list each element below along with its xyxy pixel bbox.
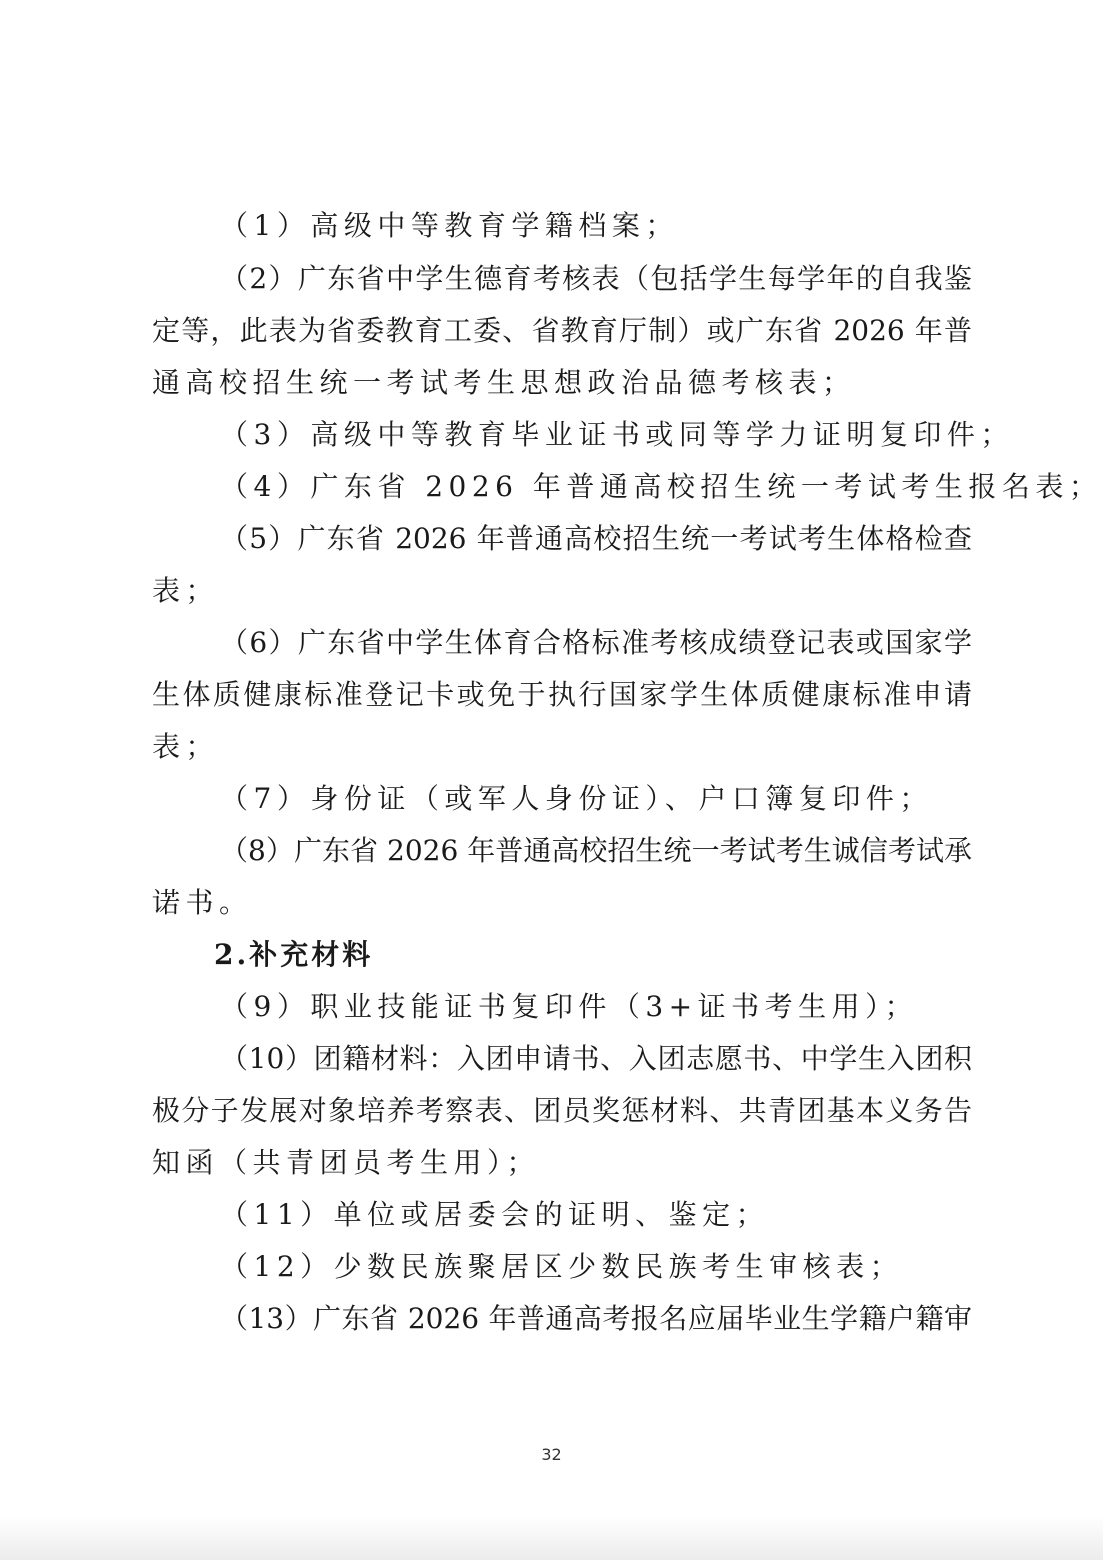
item-11-line: （11）单位或居委会的证明、鉴定；: [220, 1198, 770, 1231]
section-heading-supplementary: 2.补充材料: [214, 938, 374, 971]
item-2-line-3: 通高校招生统一考试考生思想政治品德考核表；: [152, 366, 856, 399]
item-3-line: （3）高级中等教育毕业证书或同等学力证明复印件；: [220, 418, 1014, 451]
item-5-line-1: （5）广东省 2026 年普通高校招生统一考试考生体格检查: [220, 522, 972, 555]
page-number: 32: [541, 1445, 562, 1464]
item-2-line-1: （2）广东省中学生德育考核表（包括学生每学年的自我鉴: [220, 262, 972, 295]
item-5-line-2: 表；: [152, 574, 220, 607]
item-10-line-2: 极分子发展对象培养考察表、团员奖惩材料、共青团基本义务告: [152, 1094, 972, 1127]
item-1-line: （1）高级中等教育学籍档案；: [220, 209, 679, 242]
item-7-line: （7）身份证（或军人身份证）、户口簿复印件；: [220, 782, 933, 815]
scan-edge-shade: [0, 1515, 1103, 1560]
item-13-line-1: （13）广东省 2026 年普通高考报名应届毕业生学籍户籍审: [220, 1302, 972, 1335]
item-8-line-2: 诺书。: [152, 886, 253, 919]
item-12-line: （12）少数民族聚居区少数民族考生审核表；: [220, 1250, 904, 1283]
item-6-line-3: 表；: [152, 730, 220, 763]
item-8-line-1: （8）广东省 2026 年普通高校招生统一考试考生诚信考试承: [220, 834, 972, 867]
item-10-line-3: 知函（共青团员考生用）；: [152, 1146, 541, 1179]
item-6-line-1: （6）广东省中学生体育合格标准考核成绩登记表或国家学: [220, 626, 972, 659]
item-2-line-2: 定等，此表为省委教育工委、省教育厅制）或广东省 2026 年普: [152, 314, 972, 347]
item-10-line-1: （10）团籍材料：入团申请书、入团志愿书、中学生入团积: [220, 1042, 972, 1075]
item-9-line: （9）职业技能证书复印件（3+证书考生用）；: [220, 990, 919, 1023]
item-4-line: （4）广东省 2026 年普通高校招生统一考试考生报名表；: [220, 470, 1103, 503]
item-6-line-2: 生体质健康标准登记卡或免于执行国家学生体质健康标准申请: [152, 678, 972, 711]
